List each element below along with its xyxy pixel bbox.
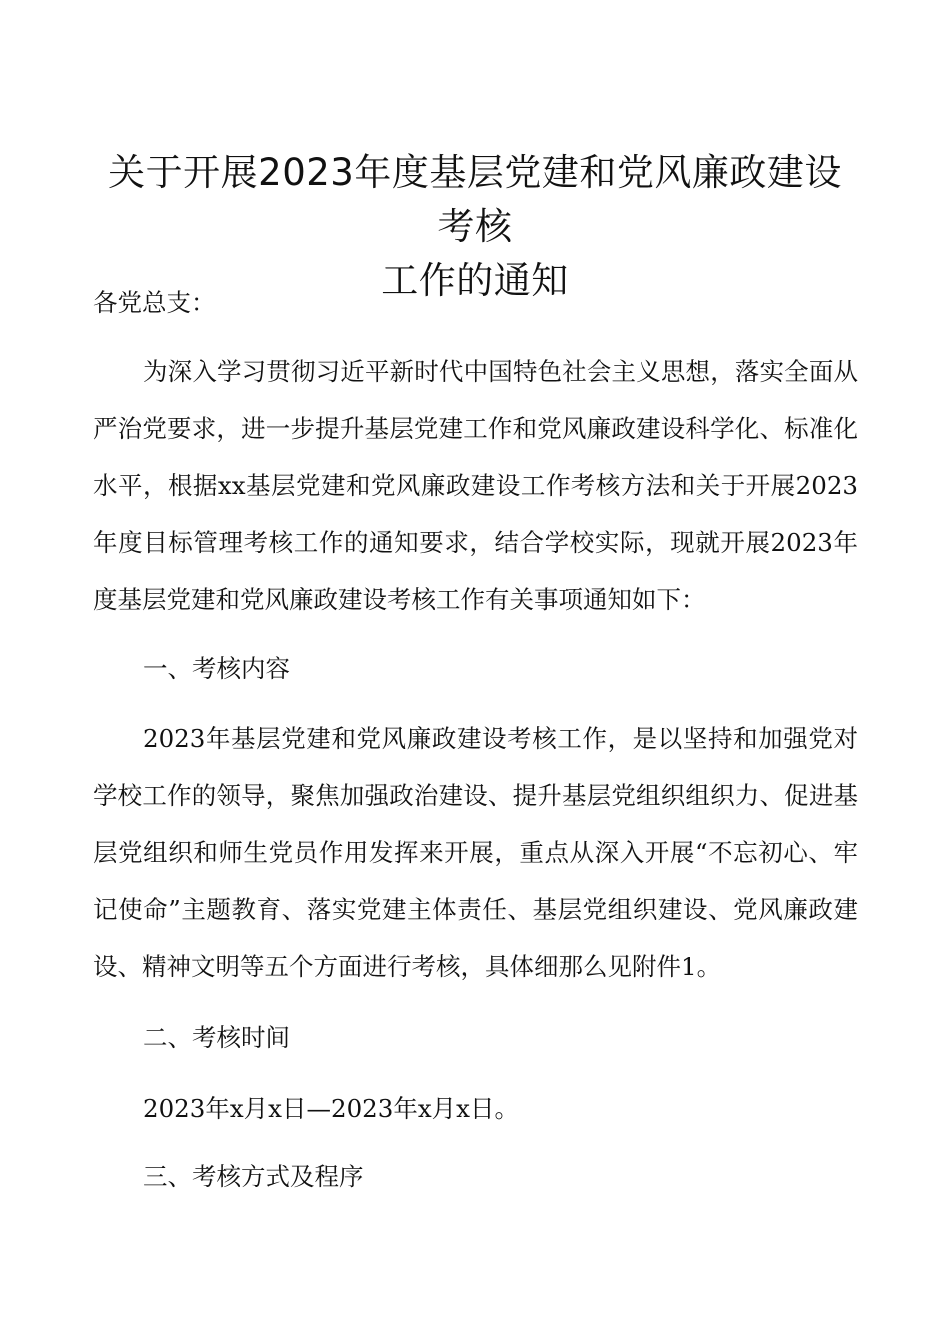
section-heading-assessment-content: 一、考核内容 bbox=[143, 654, 290, 683]
title-line-1: 关于开展2023年度基层党建和党风廉政建设考核 bbox=[108, 151, 842, 248]
intro-paragraph: 为深入学习贯彻习近平新时代中国特色社会主义思想，落实全面从严治党要求，进一步提升基层党建工作和党风廉政建设科学化、标准化水平，根据xx基层党建和党风廉政建设工作考核方法和关于开展2023年度目标管理考核工作的通知要求，结合学校实际，现就开展2023年度基层党建和党风廉政建设考核工作有关事项通知如下： bbox=[93, 357, 858, 614]
section-heading-assessment-time: 二、考核时间 bbox=[143, 1023, 290, 1052]
salutation: 各党总支： bbox=[93, 288, 216, 317]
assessment-time-paragraph: 2023年x月x日—2023年x月x日。 bbox=[143, 1094, 519, 1123]
title-line-2: 工作的通知 bbox=[381, 259, 569, 302]
document-title bbox=[90, 146, 860, 308]
assessment-content-paragraph: 2023年基层党建和党风廉政建设考核工作，是以坚持和加强党对学校工作的领导，聚焦加强政治建设、提升基层党组织组织力、促进基层党组织和师生党员作用发挥来开展，重点从深入开展“不忘初心、牢记使命”主题教育、落实党建主体责任、基层党组织建设、党风廉政建设、精神文明等五个方面进行考核，具体细那么见附件1。 bbox=[93, 724, 858, 981]
section-heading-assessment-method: 三、考核方式及程序 bbox=[143, 1162, 364, 1191]
